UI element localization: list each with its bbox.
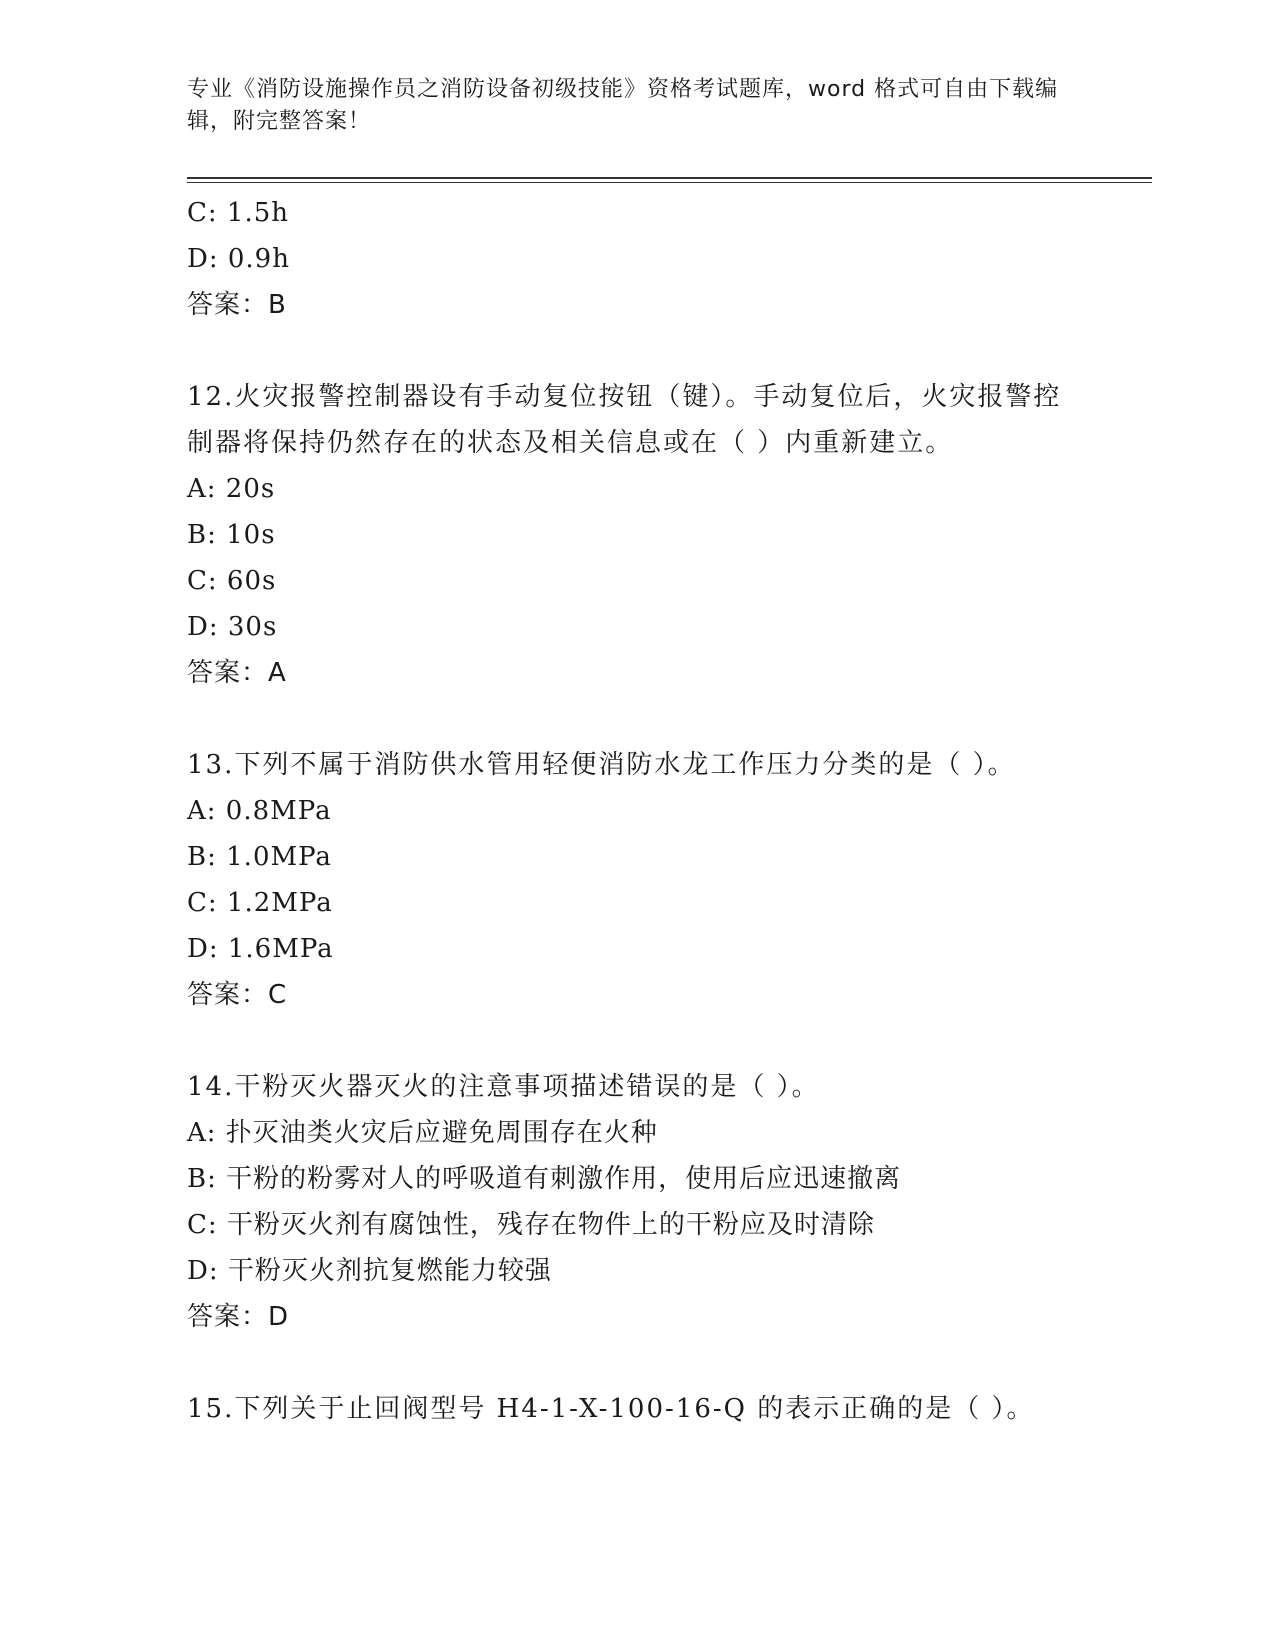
question-block xyxy=(187,742,1087,1018)
option-a: A: 0.8MPa xyxy=(187,796,332,826)
option-d: D: 30s xyxy=(187,612,278,642)
header-divider xyxy=(187,177,1152,179)
option-d: D: 0.9h xyxy=(187,244,290,274)
question-stem: 15.下列关于止回阀型号 H4-1-X-100-16-Q 的表示正确的是（ ）。 xyxy=(187,1394,1035,1424)
question-block xyxy=(187,1386,1087,1432)
question-stem: 14.干粉灭火器灭火的注意事项描述错误的是（ ）。 xyxy=(187,1072,820,1102)
answer-text: 答案：B xyxy=(187,290,287,320)
option-d: D: 干粉灭火剂抗复燃能力较强 xyxy=(187,1256,552,1286)
header-note: 专业《消防设施操作员之消防设备初级技能》资格考试题库，word 格式可自由下载编辑，附完整答案！ xyxy=(187,77,1059,134)
answer-text: 答案：D xyxy=(187,1302,290,1332)
answer-text: 答案：C xyxy=(187,980,288,1010)
header-divider-thin xyxy=(187,182,1152,183)
spacer xyxy=(187,328,1087,374)
option-d: D: 1.6MPa xyxy=(187,934,334,964)
option-a: A: 20s xyxy=(187,474,276,504)
option-c: C: 干粉灭火剂有腐蚀性，残存在物件上的干粉应及时清除 xyxy=(187,1210,875,1240)
question-block-continued xyxy=(187,190,1087,328)
question-block xyxy=(187,1064,1087,1340)
option-c: C: 1.5h xyxy=(187,198,290,228)
question-stem: 12.火灾报警控制器设有手动复位按钮（键）。手动复位后，火灾报警控制器将保持仍然存在的状态及相关信息或在（ ）内重新建立。 xyxy=(187,382,1062,458)
spacer xyxy=(187,696,1087,742)
spacer xyxy=(187,1340,1087,1386)
answer-text: 答案：A xyxy=(187,658,287,688)
option-b: B: 干粉的粉雾对人的呼吸道有刺激作用，使用后应迅速撤离 xyxy=(187,1164,902,1194)
option-b: B: 10s xyxy=(187,520,276,550)
spacer xyxy=(187,1018,1087,1064)
option-c: C: 1.2MPa xyxy=(187,888,333,918)
option-c: C: 60s xyxy=(187,566,277,596)
question-list xyxy=(187,190,1087,1432)
question-stem: 13.下列不属于消防供水管用轻便消防水龙工作压力分类的是（ ）。 xyxy=(187,750,1016,780)
question-block xyxy=(187,374,1087,696)
option-b: B: 1.0MPa xyxy=(187,842,332,872)
option-a: A: 扑灭油类火灾后应避免周围存在火种 xyxy=(187,1118,658,1148)
